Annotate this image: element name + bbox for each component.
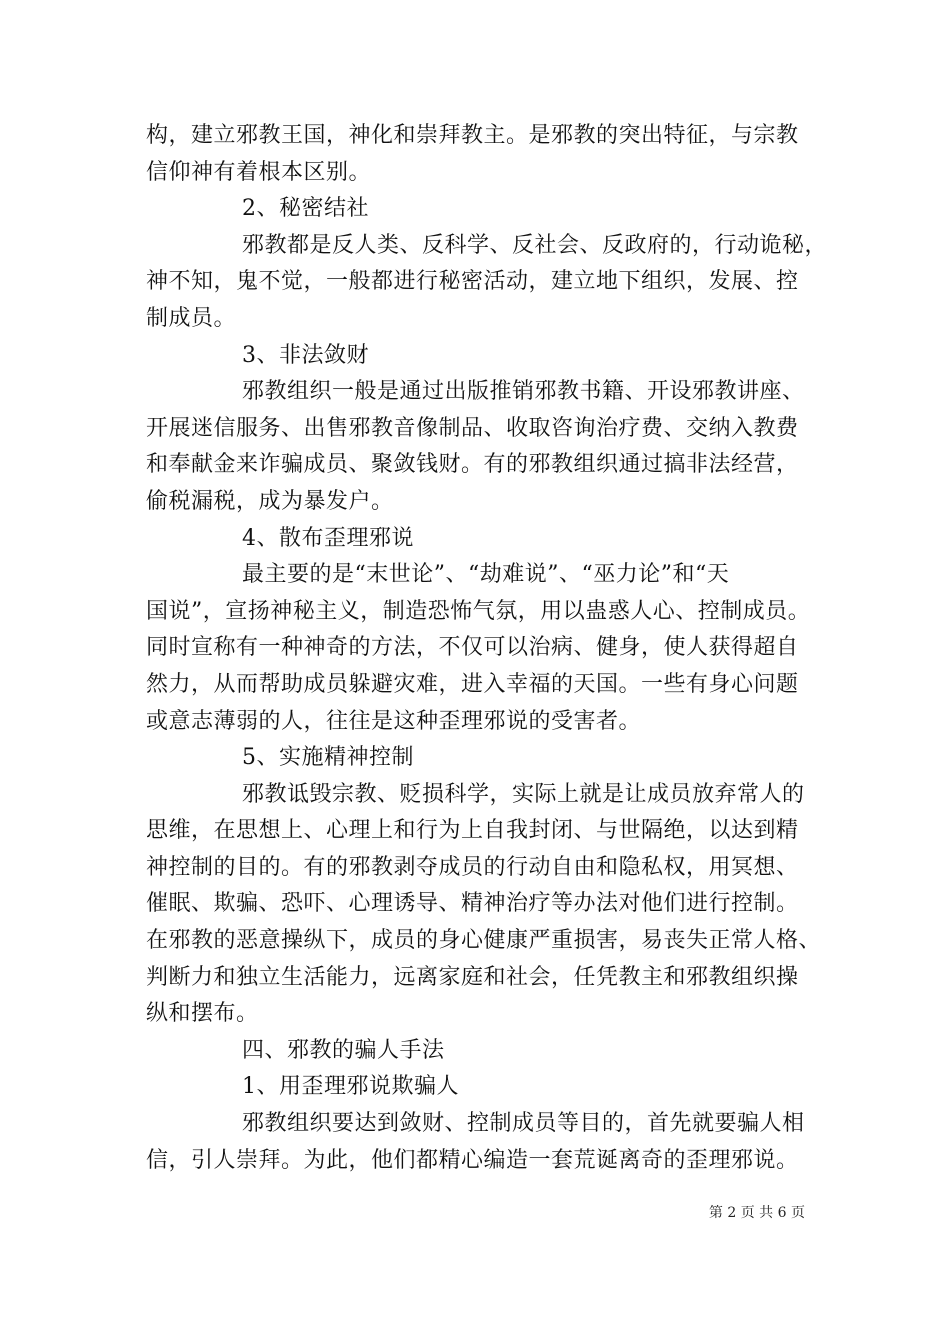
section-heading: 1、用歪理邪说欺骗人 [242, 1074, 459, 1100]
text-line: 构，建立邪教王国，神化和崇拜教主。是邪教的突出特征，与宗教 [146, 123, 799, 148]
text-line: 在邪教的恶意操纵下，成员的身心健康严重损害，易丧失正常人格、 [146, 928, 822, 954]
section-heading: 5、实施精神控制 [242, 745, 414, 771]
text-line: 信仰神有着根本区别。 [146, 159, 372, 185]
text-line: 开展迷信服务、出售邪教音像制品、收取咨询治疗费、交纳入教费 [146, 415, 799, 441]
text-line: 和奉献金来诈骗成员、聚敛钱财。有的邪教组织通过搞非法经营， [146, 452, 799, 478]
text-line: 思维，在思想上、心理上和行为上自我封闭、与世隔绝，以达到精 [146, 818, 799, 844]
text-line: 然力，从而帮助成员躲避灾难，进入幸福的天国。一些有身心问题 [146, 671, 799, 697]
text-line: 或意志薄弱的人，往往是这种歪理邪说的受害者。 [146, 708, 642, 734]
section-heading: 2、秘密结社 [242, 196, 369, 222]
text-line: 判断力和独立生活能力，远离家庭和社会，任凭教主和邪教组织操 [146, 964, 799, 990]
text-line: 最主要的是“末世论”、“劫难说”、“巫力论”和“天 [242, 562, 730, 588]
text-line: 神不知，鬼不觉，一般都进行秘密活动，建立地下组织，发展、控 [146, 269, 799, 295]
text-line: 制成员。 [146, 305, 237, 331]
chapter-heading: 四、邪教的骗人手法 [242, 1037, 445, 1063]
section-heading: 3、非法敛财 [242, 342, 369, 368]
text-line: 神控制的目的。有的邪教剥夺成员的行动自由和隐私权，用冥想、 [146, 854, 799, 880]
text-line: 邪教诋毁宗教、贬损科学，实际上就是让成员放弃常人的 [242, 781, 805, 807]
text-line: 国说”，宣扬神秘主义，制造恐怖气氛，用以蛊惑人心、控制成员。 [146, 598, 811, 624]
text-line: 纵和摆布。 [146, 1001, 259, 1027]
page-number-footer: 第 2 页 共 6 页 [708, 1205, 805, 1221]
text-line: 邪教组织要达到敛财、控制成员等目的，首先就要骗人相 [242, 1111, 805, 1137]
text-line: 信，引人崇拜。为此，他们都精心编造一套荒诞离奇的歪理邪说。 [146, 1147, 799, 1173]
text-line: 邪教都是反人类、反科学、反社会、反政府的，行动诡秘， [242, 232, 828, 258]
text-line: 催眠、欺骗、恐吓、心理诱导、精神治疗等办法对他们进行控制。 [146, 891, 799, 917]
section-heading: 4、散布歪理邪说 [242, 525, 414, 551]
text-line: 偷税漏税，成为暴发户。 [146, 488, 394, 514]
text-line: 邪教组织一般是通过出版推销邪教书籍、开设邪教讲座、 [242, 379, 805, 405]
document-body [146, 118, 828, 1179]
text-line: 同时宣称有一种神奇的方法，不仅可以治病、健身，使人获得超自 [146, 635, 799, 661]
